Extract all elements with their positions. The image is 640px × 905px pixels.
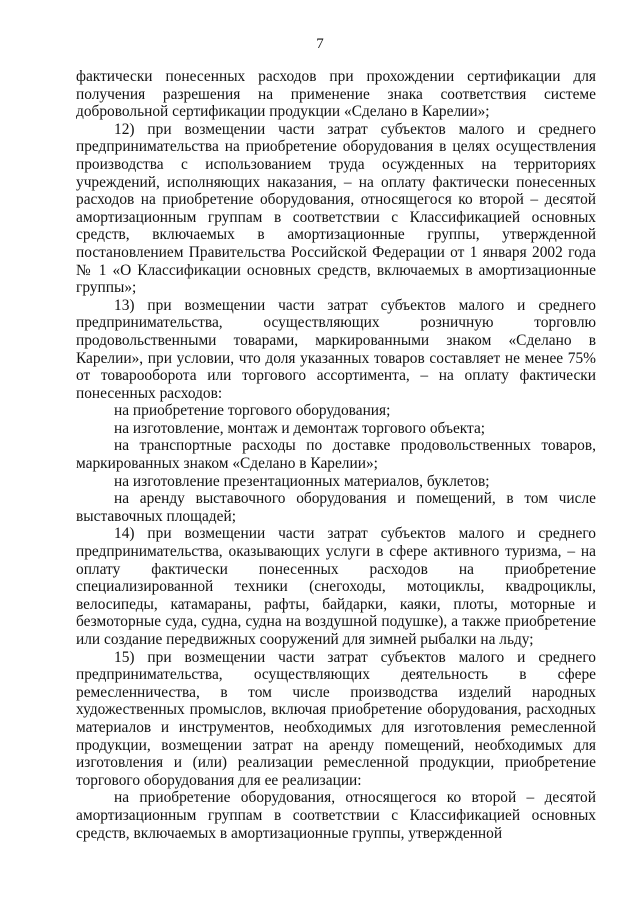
paragraph-continuation: фактически понесенных расходов при прохождении сертификации для получения разрешения на применение знака соответствия системе добровольной сертификации продукции «Сделано в Карелии»; — [76, 68, 596, 121]
paragraph-trade-equipment: на приобретение торгового оборудования; — [114, 402, 391, 420]
paragraph-exhibition: на аренду выставочного оборудования и помещений, в том числе выставочных площадей; — [76, 490, 596, 525]
paragraph-item-13: 13) при возмещении части затрат субъектов малого и среднего предпринимательства, осуществляющих розничную торговлю продовольственными товарами, маркированными знаком «Сделано в Карелии», при условии, что доля указанных товаров составляет не менее 75% от товарооборота или торгового ассортимента, – на оплату фактически понесенных расходов: — [76, 296, 596, 402]
document-body — [76, 68, 596, 842]
paragraph-item-14: 14) при возмещении части затрат субъектов малого и среднего предпринимательства, оказывающих услуги в сфере активного туризма, – на оплату фактически понесенных расходов на приобретение специализированной техники (снегоходы, мотоциклы, квадроциклы, велосипеды, катамараны, рафты, байдарки, каяки, плоты, моторные и безмоторные суда, судна, судна на воздушной подушке), а также приобретение или создание передвижных сооружений для зимней рыбалки на льду; — [76, 525, 596, 648]
paragraph-transport: на транспортные расходы по доставке продовольственных товаров, маркированных знаком «Сделано в Карелии»; — [76, 437, 596, 473]
paragraph-trade-object: на изготовление, монтаж и демонтаж торгового объекта; — [114, 419, 486, 437]
paragraph-item-12: 12) при возмещении части затрат субъектов малого и среднего предпринимательства на приобретение оборудования в целях осуществления производства с использованием труда осужденных на территориях учреждений, исполняющих наказания, – на оплату фактически понесенных расходов на приобретение оборудования, относящегося ко второй – десятой амортизационным группам в соответствии с Классификацией основных средств, включаемых в амортизационные группы, утвержденной постановлением Правительства Российской Федерации от 1 января 2002 года № 1 «О Классификации основных средств, включаемых в амортизационные группы»; — [76, 120, 596, 297]
paragraph-booklets: на изготовление презентационных материалов, буклетов; — [114, 472, 490, 490]
paragraph-item-15: 15) при возмещении части затрат субъектов малого и среднего предпринимательства, осуществляющих деятельность в сфере ремесленничества, в том числе производства изделий народных художественных промыслов, включая приобретение оборудования, расходных материалов и инструментов, необходимых для изготовления ремесленной продукции, возмещении затрат на аренду помещений, необходимых для изготовления и (или) реализации ремесленной продукции, приобретение торгового оборудования для ее реализации: — [76, 648, 596, 789]
paragraph-equipment-groups: на приобретение оборудования, относящегося ко второй – десятой амортизационным группам в соответствии с Классификацией основных средств, включаемых в амортизационные группы, утвержденной — [76, 789, 596, 842]
page-number: 7 — [316, 36, 324, 52]
